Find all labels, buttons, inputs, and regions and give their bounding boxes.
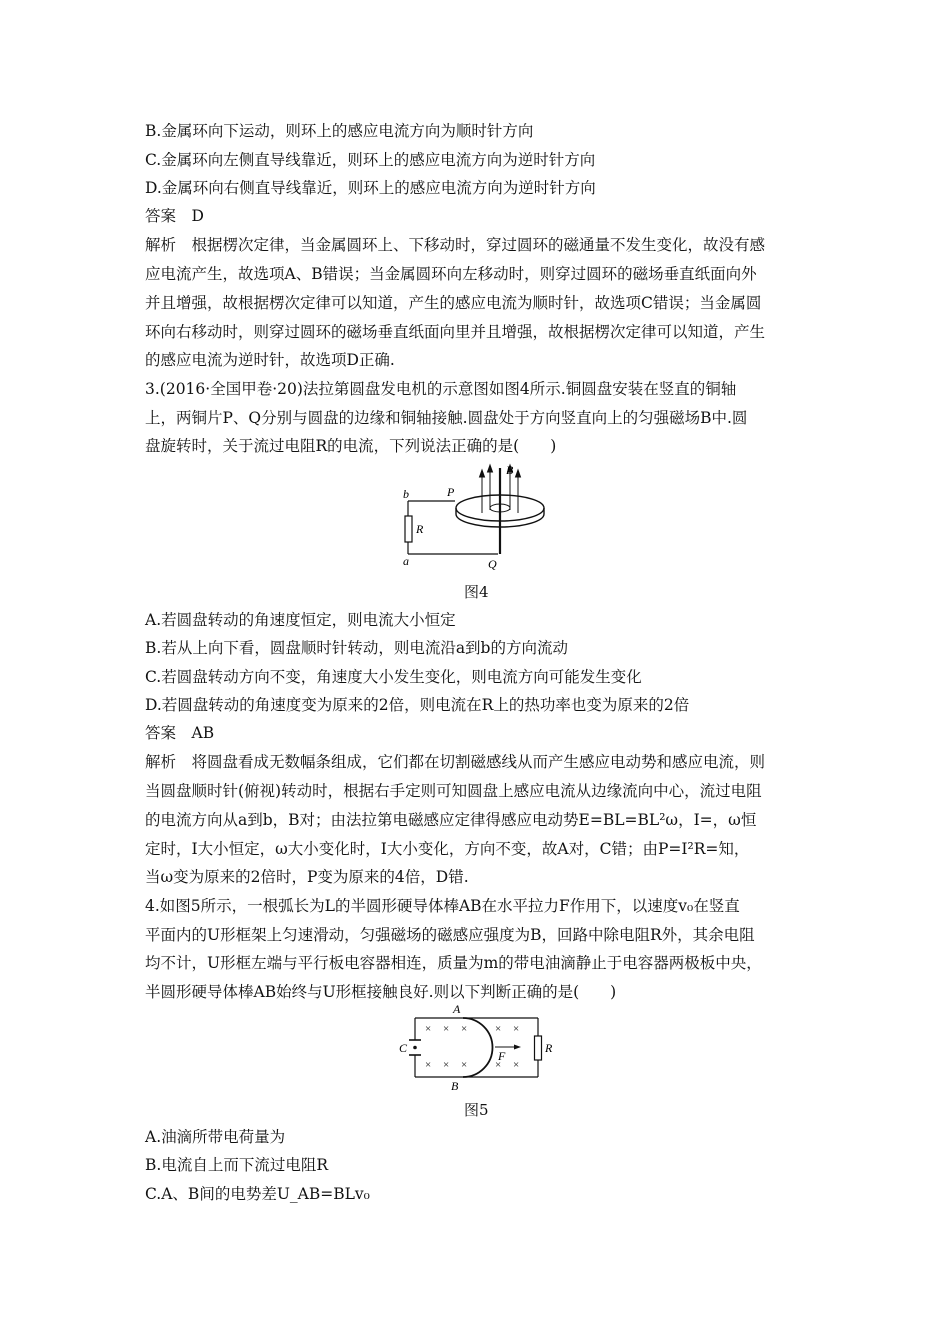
fig5-label-C: C [399, 1041, 408, 1055]
resistor-r-fig4 [405, 516, 412, 542]
q2-option-b: B.金属环向下运动，则环上的感应电流方向为顺时针方向 [145, 122, 534, 140]
field-cross: × [443, 1059, 450, 1071]
fig4-label-Q: Q [488, 557, 497, 571]
q2-analysis-line: 解析 根据楞次定律，当金属圆环上、下移动时，穿过圆环的磁通量不发生变化，故没有感 [145, 236, 766, 254]
q3-analysis-line: 当圆盘顺时针(俯视)转动时，根据右手定则可知圆盘上感应电流从边缘流向中心，流过电阻 [145, 782, 762, 800]
q4-stem-line: 平面内的U形框架上匀速滑动，匀强磁场的磁感应强度为B，回路中除电阻R外，其余电阻 [145, 926, 755, 944]
field-cross: × [513, 1059, 520, 1071]
q3-stem-line: 上，两铜片P、Q分别与圆盘的边缘和铜轴接触.圆盘处于方向竖直向上的匀强磁场B中.圆 [145, 409, 748, 427]
fig4-label-P: P [447, 485, 455, 499]
field-cross: × [461, 1023, 468, 1035]
field-cross: × [425, 1023, 432, 1035]
field-cross: × [425, 1059, 432, 1071]
q3-answer: 答案 AB [145, 724, 215, 742]
field-cross: × [513, 1023, 520, 1035]
figure-5-caption: 图5 [464, 1101, 489, 1119]
q2-analysis-line: 环向右移动时，则穿过圆环的磁场垂直纸面向里并且增强，故根据楞次定律可以知道，产生 [145, 323, 766, 341]
q4-option-b: B.电流自上而下流过电阻R [145, 1156, 328, 1174]
field-cross: × [461, 1059, 468, 1071]
resistor-r-fig5 [535, 1036, 542, 1060]
q4-option-c: C.A、B间的电势差U_AB=BLv₀ [145, 1185, 370, 1203]
q2-analysis-line: 应电流产生，故选项A、B错误；当金属圆环向左移动时，则穿过圆环的磁场垂直纸面向外 [145, 265, 757, 283]
q3-option-c: C.若圆盘转动方向不变，角速度大小发生变化，则电流方向可能发生变化 [145, 668, 642, 686]
q2-answer: 答案 D [145, 207, 204, 225]
fig4-label-B: B [506, 463, 514, 477]
q3-analysis-line: 定时，I大小恒定，ω大小变化时，I大小变化，方向不变，故A对，C错；由P=I²R=知， [145, 840, 750, 858]
q2-analysis-line: 的感应电流为逆时针，故选项D正确. [145, 351, 395, 369]
q3-option-b: B.若从上向下看，圆盘顺时针转动，则电流沿a到b的方向流动 [145, 639, 568, 657]
field-cross: × [495, 1023, 502, 1035]
fig5-label-A: A [453, 1002, 461, 1016]
q4-stem-line: 半圆形硬导体棒AB始终与U形框接触良好.则以下判断正确的是( ) [145, 983, 617, 1001]
q4-option-a: A.油滴所带电荷量为 [145, 1128, 286, 1146]
fig4-label-b: b [403, 487, 409, 501]
q3-analysis-line: 的电流方向从a到b，B对；由法拉第电磁感应定律得感应电动势E=BL=BL²ω，I=，ω恒 [145, 811, 757, 829]
q2-option-c: C.金属环向左侧直导线靠近，则环上的感应电流方向为逆时针方向 [145, 151, 596, 169]
q3-stem-line: 3.(2016·全国甲卷·20)法拉第圆盘发电机的示意图如图4所示.铜圆盘安装在竖直的铜轴 [145, 380, 737, 398]
q3-analysis-line: 解析 将圆盘看成无数幅条组成，它们都在切割磁感线从而产生感应电动势和感应电流，则 [145, 753, 766, 771]
q4-stem-line: 均不计，U形框左端与平行板电容器相连，质量为m的带电油滴静止于电容器两极板中央， [145, 954, 762, 972]
q3-analysis-line: 当ω变为原来的2倍时，P变为原来的4倍，D错. [145, 868, 469, 886]
fig4-label-a: a [403, 554, 409, 568]
figure-5-u-frame [395, 1002, 555, 1092]
figure-4-caption: 图4 [464, 583, 489, 601]
field-cross: × [495, 1059, 502, 1071]
q3-stem-line: 盘旋转时，关于流过电阻R的电流，下列说法正确的是( ) [145, 437, 557, 455]
fig4-label-R: R [416, 522, 424, 536]
fig5-label-F: F [498, 1049, 506, 1063]
q3-option-d: D.若圆盘转动的角速度变为原来的2倍，则电流在R上的热功率也变为原来的2倍 [145, 696, 690, 714]
q3-option-a: A.若圆盘转动的角速度恒定，则电流大小恒定 [145, 611, 456, 629]
q4-stem-line: 4.如图5所示，一根弧长为L的半圆形硬导体棒AB在水平拉力F作用下，以速度v₀在竖直 [145, 897, 740, 915]
figure-4-faraday-disk [400, 458, 560, 573]
q2-option-d: D.金属环向右侧直导线靠近，则环上的感应电流方向为逆时针方向 [145, 179, 596, 197]
fig5-label-R: R [545, 1041, 553, 1055]
q2-analysis-line: 并且增强，故根据楞次定律可以知道，产生的感应电流为顺时针，故选项C错误；当金属圆 [145, 294, 762, 312]
field-cross: × [443, 1023, 450, 1035]
fig5-label-B: B [451, 1079, 459, 1092]
